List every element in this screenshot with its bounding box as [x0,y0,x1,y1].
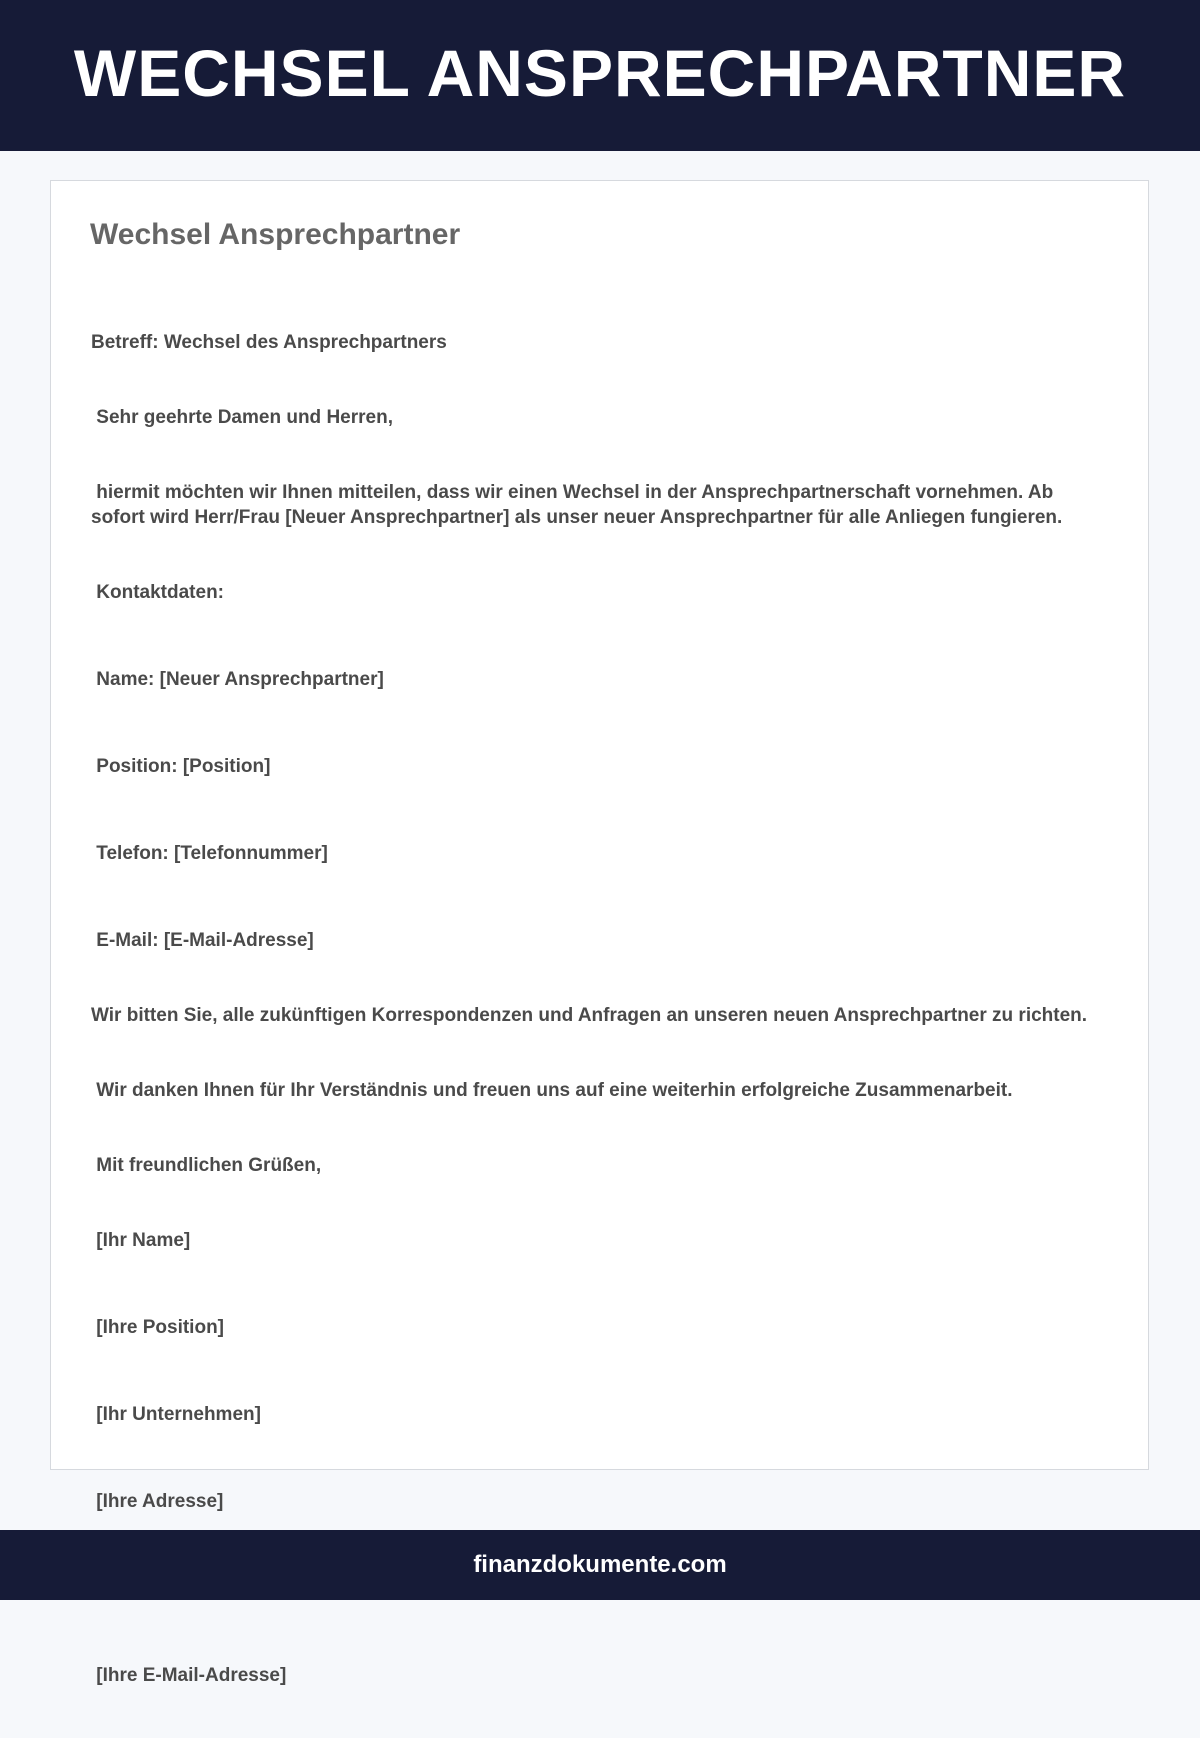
signature-address: [Ihre Adresse] [91,1491,224,1512]
contact-phone: Telefon: [Telefonnummer] [91,843,328,864]
signature-position: [Ihre Position] [91,1317,225,1338]
page-header [0,0,1200,151]
header-title: WECHSEL ANSPRECHPARTNER [73,35,1127,110]
letter-body [91,280,1101,1738]
closing: Mit freundlichen Grüßen, [91,1155,322,1176]
contact-name: Name: [Neuer Ansprechpartner] [91,669,384,690]
footer-site: finanzdokumente.com [473,1551,727,1578]
contact-email: E-Mail: [E-Mail-Adresse] [91,930,314,951]
request-paragraph: Wir bitten Sie, alle zukünftigen Korrespondenzen und Anfragen an unseren neuen Ansprechpartner zu richten. [91,1005,1088,1026]
thanks-paragraph: Wir danken Ihnen für Ihr Verständnis und freuen uns auf eine weiterhin erfolgreiche Zusammenarbeit. [91,1080,1013,1101]
signature-name: [Ihr Name] [91,1230,191,1251]
signature-email: [Ihre E-Mail-Adresse] [91,1665,287,1686]
subject-line: Betreff: Wechsel des Ansprechpartners [91,332,447,353]
document-title: Wechsel Ansprechpartner [90,218,461,251]
signature-company: [Ihr Unternehmen] [91,1404,261,1425]
salutation: Sehr geehrte Damen und Herren, [91,407,393,428]
contact-position: Position: [Position] [91,756,271,777]
intro-paragraph: hiermit möchten wir Ihnen mitteilen, dass wir einen Wechsel in der Ansprechpartnerschaft vornehmen. Ab sofort wird Herr/Frau [Neuer Ansprechpartner] als unser neuer Ansprechpartner für alle Anliegen fungieren. [91,482,1063,528]
contact-heading: Kontaktdaten: [91,582,225,603]
page-footer [0,1530,1200,1600]
